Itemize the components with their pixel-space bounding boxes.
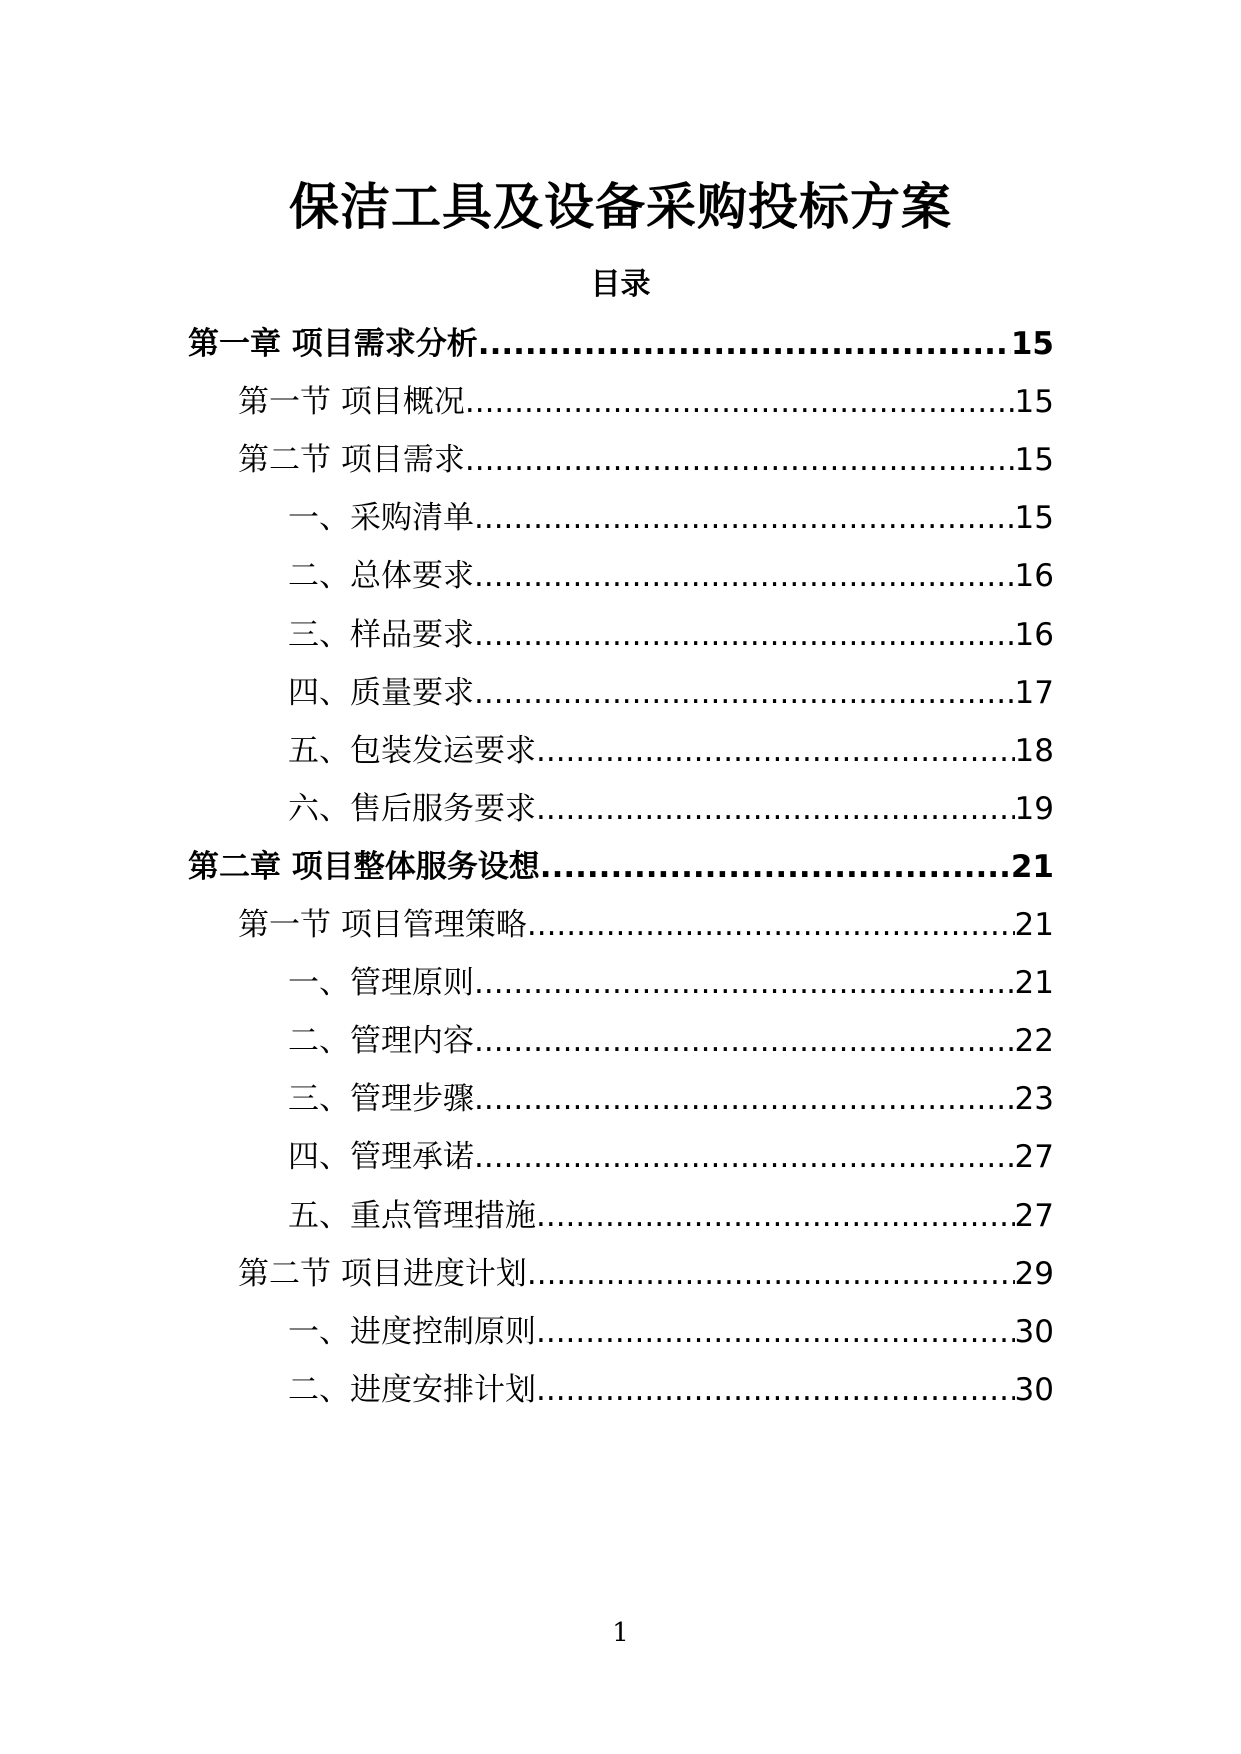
toc-entry[interactable] (288, 729, 1054, 773)
toc-entry-page-number: 15 (1014, 442, 1054, 479)
toc-entry[interactable] (238, 380, 1054, 424)
toc-entry-page-number: 19 (1014, 790, 1054, 827)
toc-entry-page-number: 27 (1014, 1139, 1054, 1176)
toc-entry-label: 二、管理内容 (288, 1023, 474, 1060)
toc-entry[interactable] (188, 845, 1054, 889)
toc-entry-page-number: 29 (1014, 1255, 1054, 1292)
toc-entry[interactable] (238, 903, 1054, 947)
toc-entry-label: 第一章 项目需求分析 (188, 326, 478, 362)
toc-entry-page-number: 21 (1014, 907, 1054, 943)
toc-entry[interactable] (288, 1077, 1054, 1121)
toc-dot-leader (465, 438, 1015, 482)
toc-entry-page-number: 18 (1014, 732, 1054, 769)
toc-dot-leader (474, 613, 1015, 657)
toc-entry[interactable] (238, 438, 1054, 482)
toc-entry[interactable] (288, 1368, 1054, 1412)
toc-entry[interactable] (288, 961, 1054, 1005)
toc-entry[interactable] (288, 787, 1054, 831)
toc-entry-label: 一、进度控制原则 (288, 1313, 536, 1350)
document-title: 保洁工具及设备采购投标方案 (289, 178, 952, 236)
toc-entry[interactable] (288, 1019, 1054, 1063)
toc-dot-leader (536, 1310, 1015, 1354)
toc-entry[interactable] (288, 671, 1054, 715)
toc-entry-label: 第二节 项目进度计划 (238, 1255, 527, 1292)
toc-entry-page-number: 27 (1014, 1197, 1054, 1234)
toc-dot-leader (527, 1252, 1015, 1296)
toc-entry-label: 四、质量要求 (288, 674, 474, 711)
toc-entry-page-number: 30 (1014, 1313, 1054, 1350)
toc-dot-leader (536, 729, 1015, 773)
toc-entry-page-number: 15 (1014, 384, 1054, 421)
toc-dot-leader (474, 671, 1015, 715)
toc-entry-label: 三、管理步骤 (288, 1081, 474, 1118)
toc-entry-label: 五、包装发运要求 (288, 732, 536, 769)
toc-entry-label: 三、样品要求 (288, 616, 474, 653)
toc-dot-leader (536, 1194, 1015, 1238)
toc-entry-page-number: 21 (1014, 965, 1054, 1002)
toc-entry-label: 第二节 项目需求 (238, 442, 465, 479)
toc-dot-leader (474, 1135, 1015, 1179)
toc-dot-leader (465, 380, 1015, 424)
toc-entry-page-number: 16 (1014, 616, 1054, 653)
toc-entry-page-number: 23 (1014, 1081, 1054, 1118)
toc-dot-leader (540, 845, 1011, 889)
toc-entry-page-number: 15 (1014, 500, 1054, 537)
toc-entry-page-number: 21 (1010, 848, 1054, 885)
toc-dot-leader (527, 903, 1015, 947)
toc-entry[interactable] (288, 496, 1054, 540)
page-number: 1 (612, 1618, 629, 1648)
toc-entry[interactable] (188, 322, 1054, 366)
toc-entry-page-number: 22 (1014, 1023, 1054, 1060)
toc-dot-leader (478, 322, 1011, 366)
toc-dot-leader (474, 961, 1015, 1005)
toc-entry-label: 第一节 项目概况 (238, 384, 465, 421)
toc-dot-leader (536, 1368, 1015, 1412)
toc-entry-label: 四、管理承诺 (288, 1139, 474, 1176)
toc-dot-leader (474, 1077, 1015, 1121)
toc-entry-label: 一、采购清单 (288, 500, 474, 537)
toc-entry-label: 二、进度安排计划 (288, 1371, 536, 1408)
toc-entry[interactable] (238, 1252, 1054, 1296)
toc-entry-page-number: 15 (1010, 326, 1054, 362)
toc-dot-leader (474, 496, 1015, 540)
toc-entry-label: 一、管理原则 (288, 965, 474, 1002)
toc-entry[interactable] (288, 1310, 1054, 1354)
toc-entry[interactable] (288, 1135, 1054, 1179)
toc-entry-label: 五、重点管理措施 (288, 1197, 536, 1234)
toc-entry-label: 第一节 项目管理策略 (238, 907, 527, 943)
toc-entry[interactable] (288, 1194, 1054, 1238)
toc-heading: 目录 (590, 267, 651, 302)
toc-dot-leader (474, 1019, 1015, 1063)
toc-entry[interactable] (288, 613, 1054, 657)
toc-entry-label: 第二章 项目整体服务设想 (188, 848, 540, 885)
toc-entry-label: 二、总体要求 (288, 558, 474, 595)
toc-entry[interactable] (288, 554, 1054, 598)
toc-dot-leader (474, 554, 1015, 598)
toc-entry-page-number: 17 (1014, 674, 1054, 711)
toc-entry-page-number: 30 (1014, 1371, 1054, 1408)
toc-dot-leader (536, 787, 1015, 831)
toc-entry-page-number: 16 (1014, 558, 1054, 595)
toc-entry-label: 六、售后服务要求 (288, 790, 536, 827)
